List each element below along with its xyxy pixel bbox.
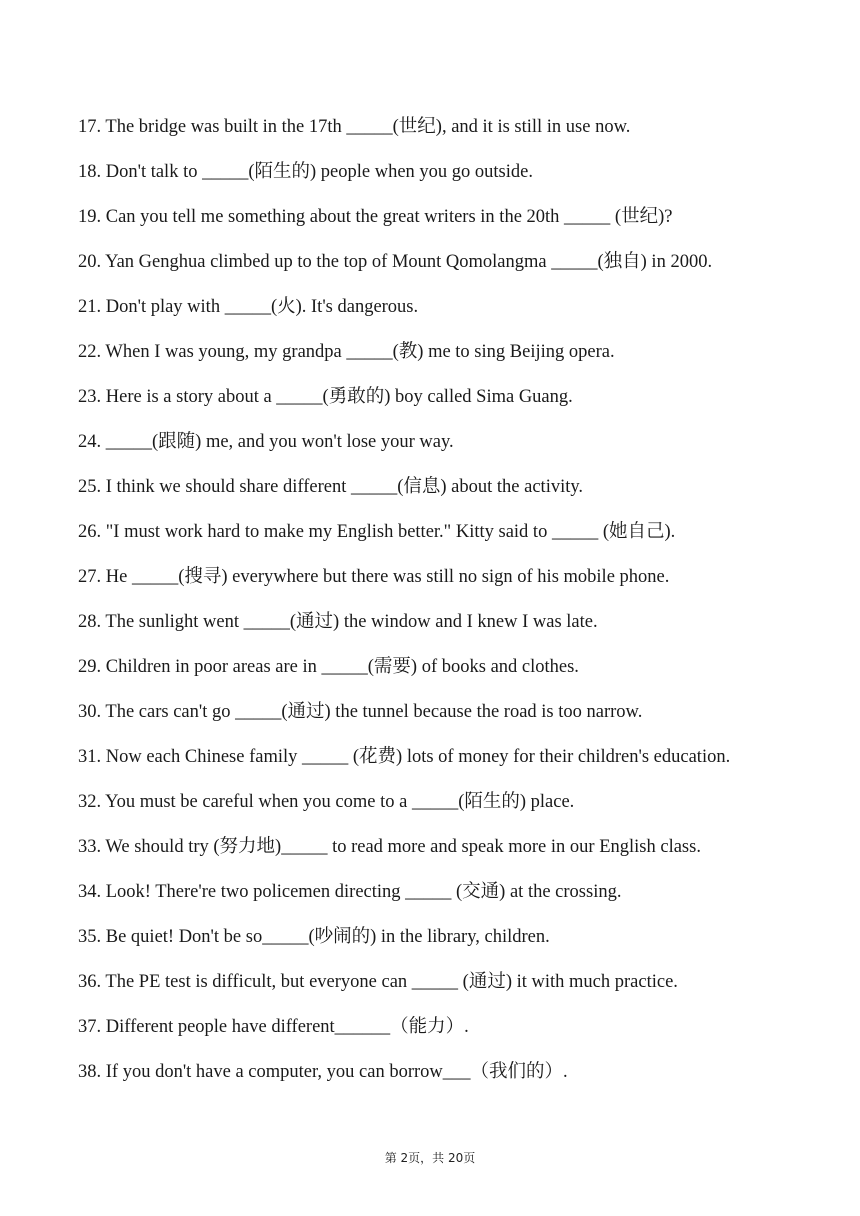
question-18: 18. Don't talk to _____(陌生的) people when you go outside. xyxy=(78,162,533,182)
question-23: 23. Here is a story about a _____(勇敢的) boy called Sima Guang. xyxy=(78,387,573,407)
question-27: 27. He _____(搜寻) everywhere but there was still no sign of his mobile phone. xyxy=(78,567,670,587)
question-25: 25. I think we should share different _____(信息) about the activity. xyxy=(78,477,584,497)
question-24: 24. _____(跟随) me, and you won't lose your way. xyxy=(78,432,454,452)
question-list xyxy=(78,113,848,1103)
question-36: 36. The PE test is difficult, but everyone can _____ (通过) it with much practice. xyxy=(78,972,678,992)
question-17: 17. The bridge was built in the 17th _____(世纪), and it is still in use now. xyxy=(78,117,631,137)
question-37: 37. Different people have different______（能力）. xyxy=(78,1017,469,1037)
question-22: 22. When I was young, my grandpa _____(教) me to sing Beijing opera. xyxy=(78,342,615,362)
question-31: 31. Now each Chinese family _____ (花费) lots of money for their children's education. xyxy=(78,747,731,767)
question-34: 34. Look! There're two policemen directing _____ (交通) at the crossing. xyxy=(78,882,622,902)
question-35: 35. Be quiet! Don't be so_____(吵闹的) in the library, children. xyxy=(78,927,550,947)
question-30: 30. The cars can't go _____(通过) the tunnel because the road is too narrow. xyxy=(78,702,643,722)
page-footer: 第 2页，共 20页 xyxy=(384,1151,476,1165)
question-26: 26. "I must work hard to make my English better." Kitty said to _____ (她自己). xyxy=(78,522,676,542)
question-28: 28. The sunlight went _____(通过) the window and I knew I was late. xyxy=(78,612,598,632)
question-21: 21. Don't play with _____(火). It's dangerous. xyxy=(78,297,419,317)
question-38: 38. If you don't have a computer, you can borrow___（我们的）. xyxy=(78,1062,568,1082)
question-29: 29. Children in poor areas are in _____(需要) of books and clothes. xyxy=(78,657,579,677)
question-20: 20. Yan Genghua climbed up to the top of Mount Qomolangma _____(独自) in 2000. xyxy=(78,252,713,272)
question-33: 33. We should try (努力地)_____ to read more and speak more in our English class. xyxy=(78,837,701,857)
question-32: 32. You must be careful when you come to a _____(陌生的) place. xyxy=(78,792,575,812)
question-19: 19. Can you tell me something about the great writers in the 20th _____ (世纪)? xyxy=(78,207,673,227)
